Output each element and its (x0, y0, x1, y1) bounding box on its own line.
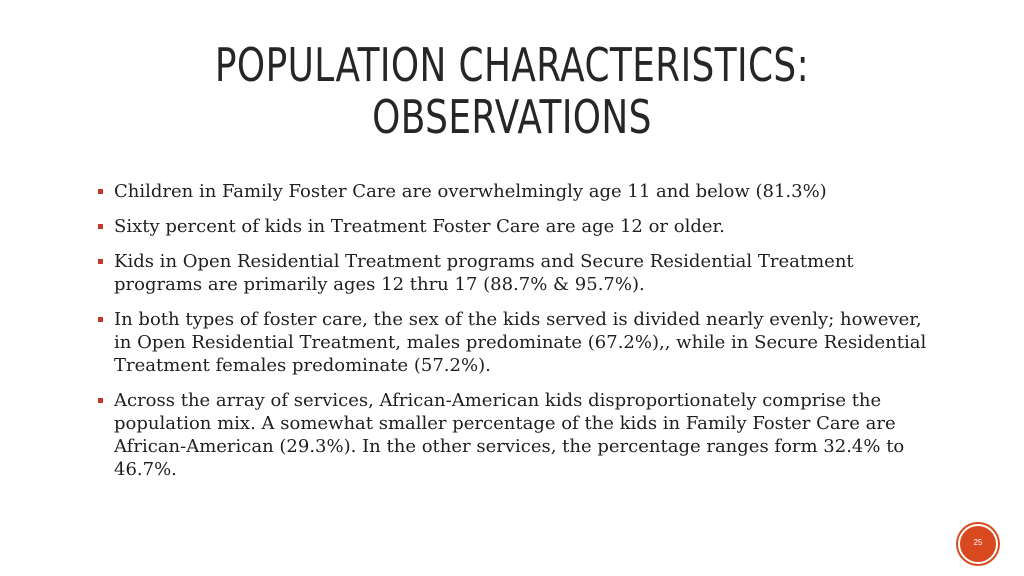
bullet-list (98, 180, 938, 493)
bullet-text: Children in Family Foster Care are overwhelmingly age 11 and below (81.3%) (114, 181, 827, 202)
slide-number: 25 (973, 538, 983, 547)
bullet-item (98, 389, 938, 481)
title-line-1: POPULATION CHARACTERISTICS: (214, 38, 810, 92)
square-bullet-icon (98, 224, 103, 229)
slide-title (200, 40, 824, 143)
bullet-text: Sixty percent of kids in Treatment Foster Care are age 12 or older. (114, 216, 725, 237)
bullet-text: Kids in Open Residential Treatment programs and Secure Residential Treatment programs are primarily ages 12 thru 17 (88.7% & 95.7%). (114, 251, 854, 295)
slide-number-badge (958, 524, 998, 564)
bullet-text: In both types of foster care, the sex of the kids served is divided nearly evenly; however, in Open Residential Treatment, males predominate (67.2%),, while in Secure Residential Treatment females predominate (57.2%). (114, 309, 927, 376)
bullet-item (98, 215, 938, 238)
bullet-text: Across the array of services, African-American kids disproportionately comprise the population mix. A somewhat smaller percentage of the kids in Family Foster Care are African-American (29.3%). In the other services, the percentage ranges form 32.4% to 46.7%. (114, 390, 905, 480)
bullet-item (98, 180, 938, 203)
square-bullet-icon (98, 259, 103, 264)
bullet-item (98, 308, 938, 377)
title-line-2: OBSERVATIONS (372, 89, 652, 144)
bullet-item (98, 250, 938, 296)
square-bullet-icon (98, 317, 103, 322)
square-bullet-icon (98, 398, 103, 403)
square-bullet-icon (98, 189, 103, 194)
